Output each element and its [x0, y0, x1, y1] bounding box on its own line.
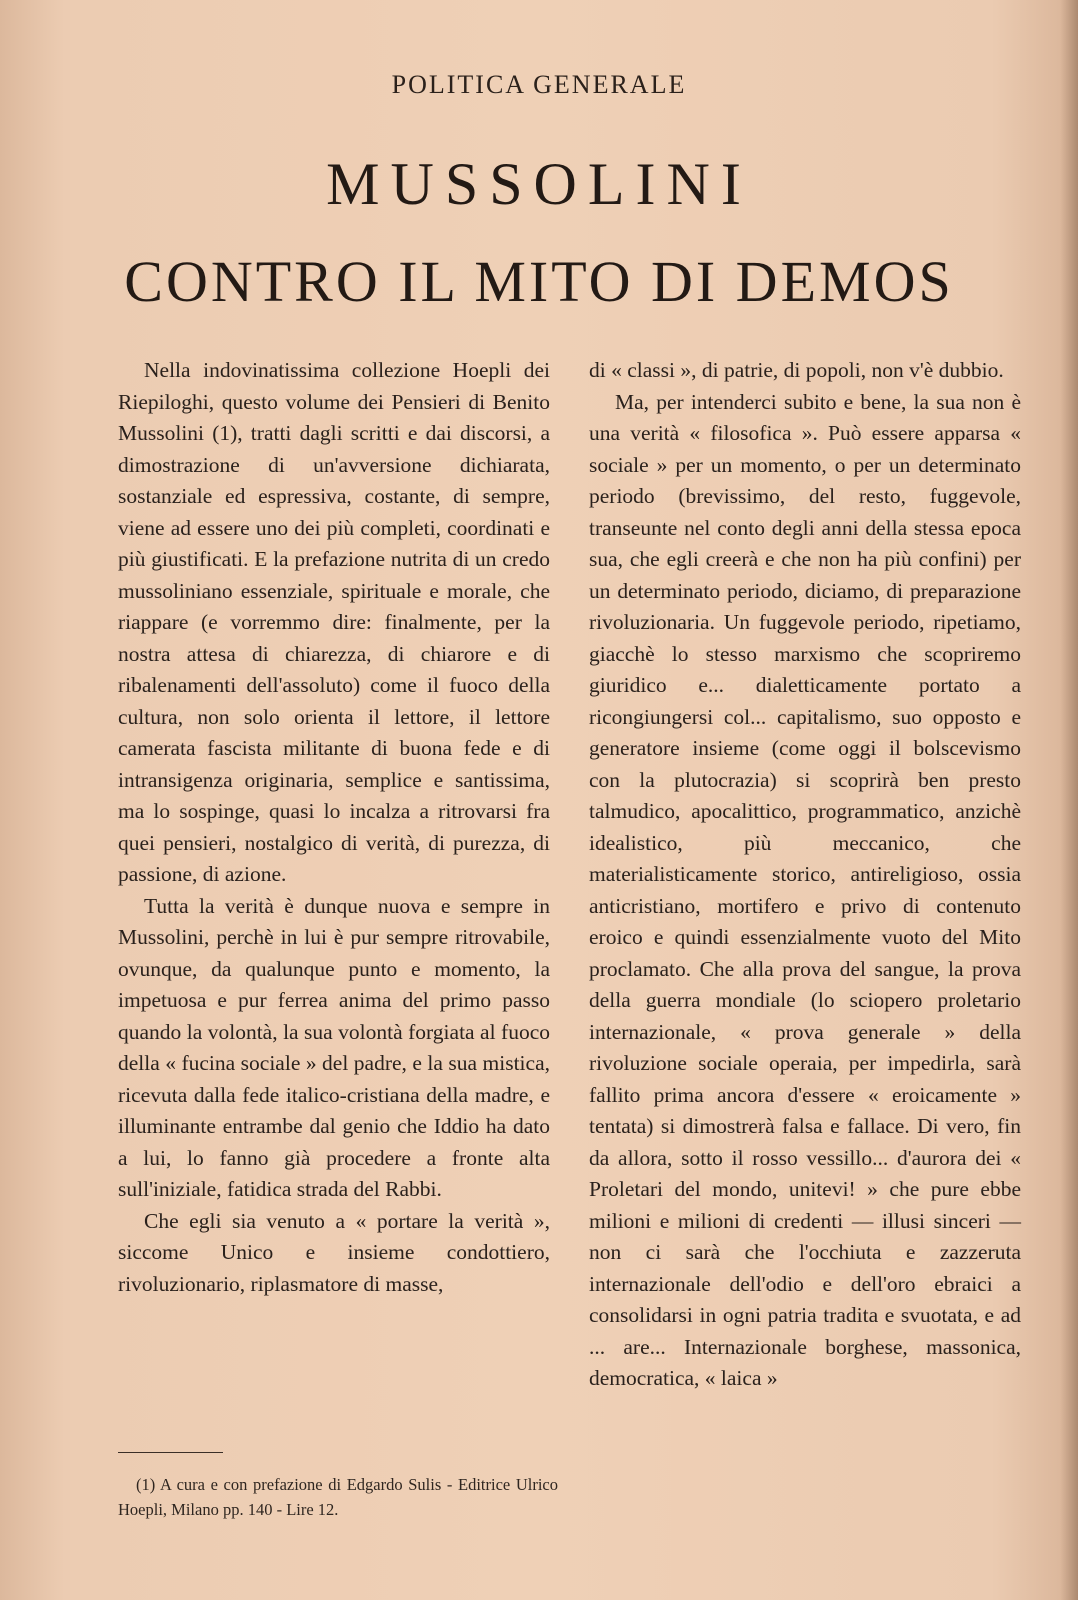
paragraph: Nella indovinatissima collezione Hoepli dei Riepiloghi, questo volume dei Pensieri di Benito Mussolini (1), tratti dagli scritti e dai discorsi, a dimostrazione di un'avversione dichiarata, sostanziale ed espressiva, costante, di sempre, viene ad essere uno dei più completi, coordinati e più giustificati. E la prefazione nutrita di un credo mussoliniano essenziale, spirituale e morale, che riappare (e vorremmo dire: finalmente, per la nostra attesa di chiarezza, di chiarore e di ribalenamenti dell'assoluto) come il fuoco della cultura, non solo orienta il lettore, il lettore camerata fascista militante di buona fede e di intransigenza originaria, semplice e santissima, ma lo sospinge, quasi lo incalza a ritrovarsi fra quei pensieri, nostalgico di verità, di purezza, di passione, di azione. [118, 358, 550, 886]
footnote [118, 1472, 558, 1522]
footnote-text: (1) A cura e con prefazione di Edgardo Sulis - Editrice Ulrico Hoepli, Milano pp. 140 - Lire 12. [118, 1475, 558, 1519]
left-column [118, 355, 550, 1300]
paragraph: Tutta la verità è dunque nuova e sempre in Mussolini, perchè in lui è pur sempre ritrovabile, ovunque, da qualunque punto e momento, la impetuosa e pur ferrea anima del primo passo quando la volontà, la sua volontà forgiata al fuoco della « fucina sociale » del padre, e la sua mistica, ricevuta dalla fede italico-cristiana della madre, e illuminante entrambe dal genio che Iddio ha dato a lui, lo fanno già procedere a fronte alta sull'iniziale, fatidica strada del Rabbi. [118, 893, 550, 1201]
section-heading: POLITICA GENERALE [391, 70, 687, 99]
right-column [589, 355, 1021, 1395]
paragraph: Ma, per intenderci subito e bene, la sua non è una verità « filosofica ». Può essere apparsa « sociale » per un momento, o per un determinato periodo (brevissimo, del resto, fuggevole, transeunte nel conto degli anni della stessa epoca sua, che egli creerà e che non ha più confini) per un determinato periodo, diciamo, di preparazione rivoluzionaria. Un fuggevole periodo, ripetiamo, giacchè lo stesso marxismo che scopriremo giuridico e... dialetticamente portato a ricongiungersi col... capitalismo, suo opposto e generatore insieme (come oggi il bolscevismo con la plutocrazia) si scoprirà ben presto talmudico, apocalittico, programmatico, anzichè idealistico, più meccanico, che materialisticamente storico, antireligioso, ossia anticristiano, mortifero e privo di contenuto eroico e quindi essenzialmente vuoto del Mito proclamato. Che alla prova del sangue, la prova della guerra mondiale (lo sciopero proletario internazionale, « prova generale » della rivoluzione sociale operaia, per impedirla, sarà fallito prima ancora d'essere « eroicamente » tentata) si dimostrerà falsa e fallace. Di vero, fin da allora, sotto il rosso vessillo... d'aurora dei « Proletari del mondo, unitevi! » che pure ebbe milioni e milioni di credenti — illusi sinceri — non ci sarà che l'occhiuta e zazzeruta internazionale dell'odio e dell'oro ebraici a consolidarsi in ogni patria tradita e svuotata, e ad ... are... Internazionale borghese, massonica, democratica, « laica » [589, 389, 1021, 1390]
paragraph: di « classi », di patrie, di popoli, non v'è dubbio. [589, 358, 1004, 382]
article-title-line2: CONTRO IL MITO DI DEMOS [124, 249, 954, 314]
paragraph: Che egli sia venuto a « portare la verità », siccome Unico e insieme condottiero, rivoluzionario, riplasmatore di masse, [118, 1208, 550, 1296]
page-edge-shadow [1060, 0, 1078, 1600]
article-title-line1: MUSSOLINI [326, 151, 752, 217]
footnote-rule [118, 1452, 223, 1453]
